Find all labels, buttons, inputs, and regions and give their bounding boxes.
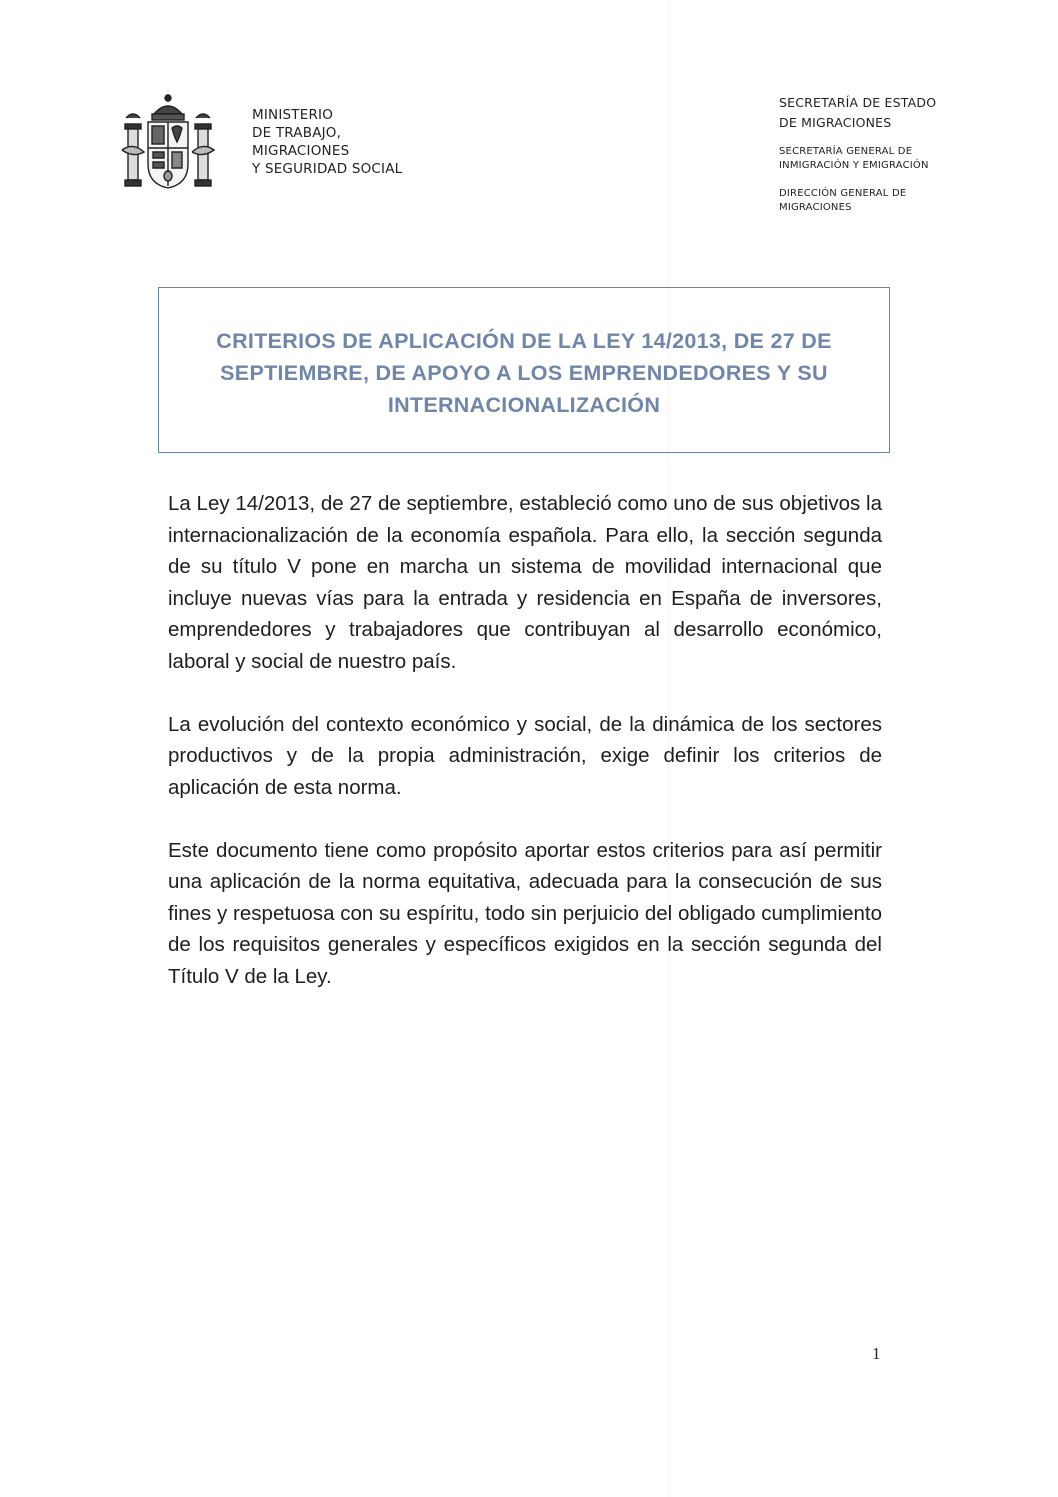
secretaria-general-line-1: SECRETARÍA GENERAL DE (779, 146, 913, 157)
ministry-line-1: MINISTERIO (252, 107, 334, 123)
document-body (168, 488, 882, 1024)
title-line-3: INTERNACIONALIZACIÓN (387, 393, 661, 417)
ministry-name (252, 106, 402, 178)
department-header (779, 93, 936, 215)
ministry-line-3: MIGRACIONES (252, 143, 350, 159)
direccion-general-line-1: DIRECCIÓN GENERAL DE (779, 188, 907, 199)
secretaria-general-line-2: INMIGRACIÓN Y EMIGRACIÓN (779, 160, 929, 171)
ministry-line-2: DE TRABAJO, (252, 125, 342, 141)
direccion-general-line-2: MIGRACIONES (779, 202, 852, 213)
title-line-2: SEPTIEMBRE, DE APOYO A LOS EMPRENDEDORES Y SU (220, 361, 828, 385)
document-title (159, 325, 889, 421)
spain-coat-of-arms-icon (120, 92, 216, 196)
paragraph-2: La evolución del contexto económico y social, de la dinámica de los sectores productivos y de la propia administración, exige definir los criterios de aplicación de esta norma. (168, 712, 882, 799)
ministry-line-4: Y SEGURIDAD SOCIAL (252, 161, 403, 177)
paragraph-1: La Ley 14/2013, de 27 de septiembre, estableció como uno de sus objetivos la internacionalización de la economía española. Para ello, la sección segunda de su título V pone en marcha un sistema de movilidad internacional que incluye nuevas vías para la entrada y residencia en España de inversores, emprendedores y trabajadores que contribuyan al desarrollo económico, laboral y social de nuestro país. (168, 492, 882, 673)
page-number: 1 (872, 1344, 881, 1363)
secretaria-estado-line-1: SECRETARÍA DE ESTADO (779, 95, 937, 110)
title-line-1: CRITERIOS DE APLICACIÓN DE LA LEY 14/2013, DE 27 DE (216, 329, 832, 353)
secretaria-estado-line-2: DE MIGRACIONES (779, 115, 892, 130)
title-box (158, 287, 890, 453)
paragraph-3: Este documento tiene como propósito aportar estos criterios para así permitir una aplicación de la norma equitativa, adecuada para la consecución de sus fines y respetuosa con su espíritu, todo sin perjuicio del obligado cumplimiento de los requisitos generales y específicos exigidos en la sección segunda del Título V de la Ley. (168, 838, 882, 988)
